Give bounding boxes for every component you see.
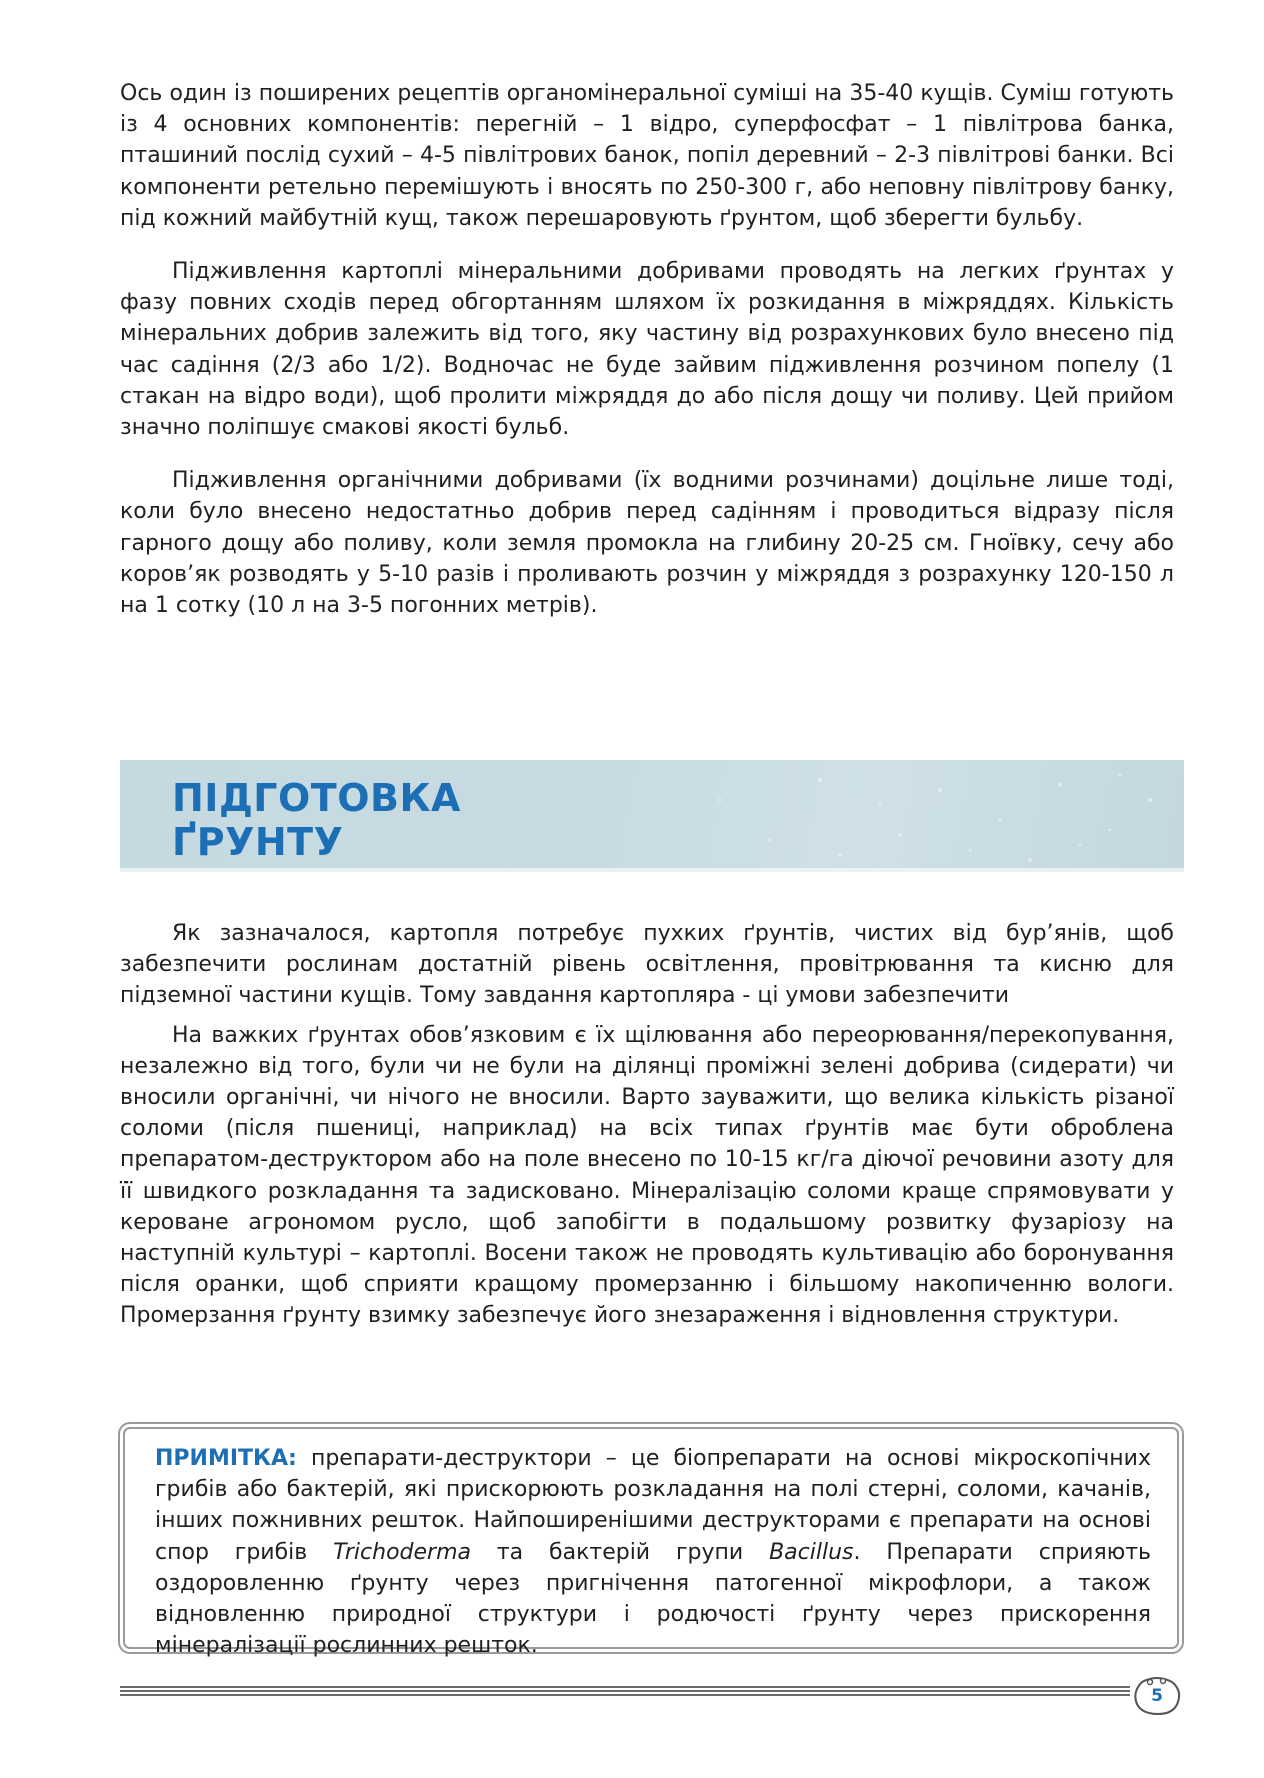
paragraph-recipe: Ось один із поширених рецептів органомінеральної суміші на 35-40 кущів. Суміш готують із 4 основних компонентів: перегній – 1 відро, суперфосфат – 1 півлітрова банка, пташиний послід сухий – 4-5 півлітрових банок, попіл деревний – 2-3 півлітрові банки. Всі компоненти ретельно перемішують і вносять по 250-300 г, або неповну півлітрову банку, під кожний майбутній кущ, також перешаровують ґрунтом, щоб зберегти бульбу. xyxy=(120,81,1174,231)
bacillus-name: Bacillus xyxy=(769,1539,854,1565)
trichoderma-name: Trichoderma xyxy=(333,1539,471,1565)
section-title-line-1: ПІДГОТОВКА xyxy=(172,776,461,820)
section-title-line-2: ҐРУНТУ xyxy=(172,820,344,864)
paragraph-loose-soil: Як зазначалося, картопля потребує пухких ґрунтів, чистих від бур’янів, щоб забезпечити рослинам достатній рівень освітлення, провітрювання та кисню для підземної частини кущів. Тому завдання картопляра - ці умови забезпечити xyxy=(120,921,1174,1009)
page-number-badge xyxy=(1132,1676,1182,1716)
note-label: ПРИМІТКА: xyxy=(155,1446,297,1471)
soil-section xyxy=(120,918,1174,1354)
footer-rule xyxy=(120,1686,1130,1700)
section-title xyxy=(172,776,461,864)
paragraph-mineral-feeding: Підживлення картоплі мінеральними добривами проводять на легких ґрунтах у фазу повних сходів перед обгортанням шляхом їх розкидання в міжряддях. Кількість мінеральних добрив залежить від того, яку частину від розрахункових було внесено під час садіння (2/3 або 1/2). Водночас не буде зайвим підживлення розчином попелу (1 стакан на відро води), щоб пролити міжряддя до або після дощу чи поливу. Цей прийом значно поліпшує смакові якості бульб. xyxy=(120,259,1174,441)
paragraph-organic-feeding: Підживлення органічними добривами (їх водними розчинами) доцільне лише тоді, коли було внесено недостатньо добрив перед садінням і проводиться відразу після гарного дощу або поливу, коли земля промокла на глибину 20-25 см. Гноївку, сечу або коров’як розводять у 5-10 разів і проливають розчин у міжряддя з розрахунку 120-150 л на 1 сотку (10 л на 3-5 погонних метрів). xyxy=(120,468,1174,619)
section-heading-banner xyxy=(120,760,1184,872)
top-section xyxy=(120,78,1174,643)
page-number: 5 xyxy=(1151,1686,1163,1706)
note-box xyxy=(118,1422,1184,1659)
paragraph-heavy-soil: На важких ґрунтах обов’язковим є їх щілювання або переорювання/перекопування, незалежно від того, були чи не були на ділянці проміжні зелені добрива (сидерати) чи вносили органічні, чи нічого не вносили. Варто зауважити, що велика кількість різаної соломи (після пшениці, наприклад) на всіх типах ґрунтів має бути оброблена препаратом-деструктором або на поле внесено по 10-15 кг/га діючої речовини азоту для її швидкого розкладання та задисковано. Мінералізацію соломи краще спрямовувати у кероване агрономом русло, щоб запобігти в подальшому розвитку фузаріозу на наступній культурі – картоплі. Восени також не проводять культивацію або боронування після оранки, щоб сприяти кращому промерзанню і більшому накопиченню вологи. Промерзання ґрунту взимку забезпечує його знезараження і відновлення структури. xyxy=(120,1022,1174,1329)
note-text: ПРИМІТКА: препарати-деструктори – це біопрепарати на основі мікроскопічних грибів або бактерій, які прискорюють розкладання на полі стерні, соломи, качанів, інших пожнивних решток. Найпоширенішими деструкторами є препарати на основі спор грибів Trichoderma та бактерій групи Bacillus. Препарати сприяють оздоровленню ґрунту через пригнічення патогенної мікрофлори, а також відновленню природної структури і родючості ґрунту через прискорення мінералізації рослинних решток. xyxy=(155,1446,1152,1659)
